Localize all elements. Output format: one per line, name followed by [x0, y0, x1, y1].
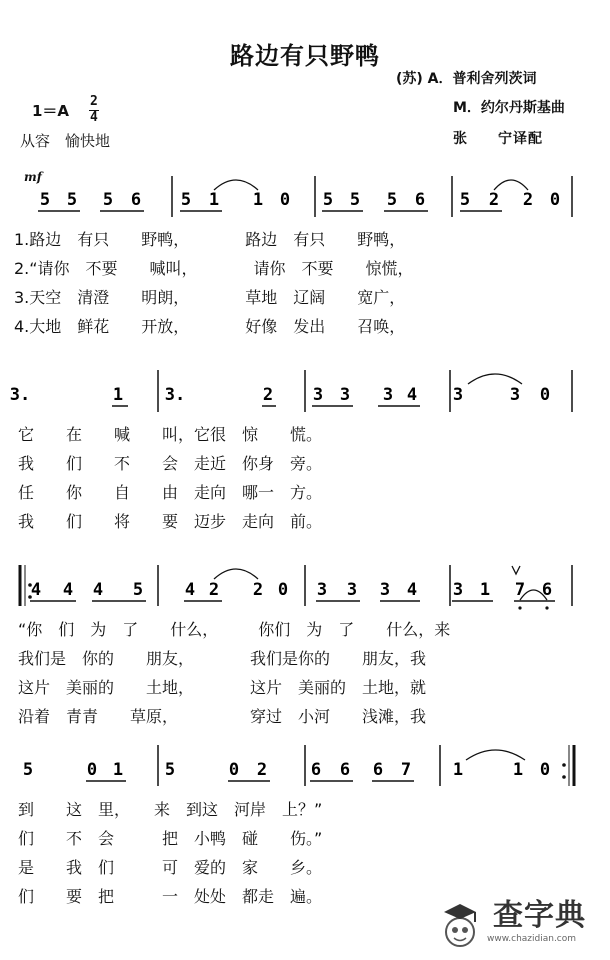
lyric-line: 到 这 里， 来 到这 河岸 上？” — [18, 800, 323, 819]
note: 5 — [386, 190, 398, 210]
slur — [468, 374, 522, 384]
key-signature: 1＝A — [32, 102, 70, 120]
lyric-line: 们 不 会 把 小鸭 碰 伤。” — [18, 829, 323, 848]
octave-dot — [545, 606, 548, 609]
note: 2 — [488, 190, 500, 210]
note: 3. — [9, 385, 31, 405]
time-signature-bottom: 4 — [90, 110, 98, 125]
note: 2 — [208, 580, 220, 600]
note: 2 — [252, 580, 264, 600]
slur — [214, 180, 258, 190]
lyric-line: 3.天空 清澄 明朗， 草地 辽阔 宽广， — [14, 288, 406, 307]
note: 4 — [406, 385, 418, 405]
note: 1 — [112, 385, 124, 405]
composer-credit: M．约尔丹斯基曲 — [453, 100, 565, 116]
note: 2 — [262, 385, 274, 405]
note: 1 — [208, 190, 220, 210]
lyric-line: 4.大地 鲜花 开放， 好像 发出 召唤， — [14, 317, 406, 336]
note: 0 — [549, 190, 561, 210]
note: 0 — [86, 760, 98, 780]
note: 5 — [322, 190, 334, 210]
note: 3 — [379, 580, 391, 600]
lyric-line: 沿着 青青 草原， 穿过 小河 浅滩，我 — [18, 707, 427, 726]
note: 0 — [277, 580, 289, 600]
watermark-title: 查字典 — [493, 898, 586, 933]
note: 1 — [252, 190, 264, 210]
translator-credit: 张 宁译配 — [453, 131, 543, 147]
note: 1 — [112, 760, 124, 780]
note: 3 — [339, 385, 351, 405]
page-title: 路边有只野鸭 — [230, 42, 380, 70]
tempo-marking: 从容 愉快地 — [20, 132, 111, 150]
note: 5 — [39, 190, 51, 210]
note: 2 — [256, 760, 268, 780]
note: 5 — [164, 760, 176, 780]
octave-dot — [518, 606, 521, 609]
note: 4 — [406, 580, 418, 600]
note: 6 — [414, 190, 426, 210]
note: 0 — [539, 760, 551, 780]
note: 3 — [312, 385, 324, 405]
lyric-line: 2.“请你 不要 喊叫， 请你 不要 惊慌， — [14, 259, 414, 278]
note: 7 — [514, 580, 526, 600]
note: 3 — [509, 385, 521, 405]
repeat-dot — [562, 775, 566, 779]
note: 0 — [228, 760, 240, 780]
lyric-line: 我 们 不 会 走近 你身 旁。 — [18, 454, 323, 473]
lyric-line: “你 们 为 了 什么， 你们 为 了 什么，来 — [18, 620, 451, 639]
note: 4 — [184, 580, 196, 600]
note: 5 — [459, 190, 471, 210]
lyric-line: 是 我 们 可 爱的 家 乡。 — [18, 858, 323, 877]
note: 5 — [102, 190, 114, 210]
note: 5 — [180, 190, 192, 210]
time-signature-top: 2 — [90, 94, 98, 109]
lyric-line: 我 们 将 要 迈步 走向 前。 — [18, 512, 323, 531]
lyric-line: 任 你 自 由 走向 哪一 方。 — [18, 483, 323, 502]
note: 5 — [22, 760, 34, 780]
note: 0 — [279, 190, 291, 210]
note: 3 — [346, 580, 358, 600]
note: 3 — [316, 580, 328, 600]
note: 6 — [310, 760, 322, 780]
breath-mark — [512, 566, 520, 574]
watermark-url: www.chazidian.com — [487, 934, 577, 944]
note: 1 — [452, 760, 464, 780]
lyric-line: 1.路边 有只 野鸭， 路边 有只 野鸭， — [14, 230, 406, 249]
note: 6 — [541, 580, 553, 600]
lyric-line: 这片 美丽的 土地， 这片 美丽的 土地，就 — [18, 678, 427, 697]
note: 3 — [452, 385, 464, 405]
note: 4 — [30, 580, 42, 600]
note: 6 — [339, 760, 351, 780]
note: 5 — [349, 190, 361, 210]
lyric-line: 我们是 你的 朋友， 我们是你的 朋友，我 — [18, 649, 427, 668]
dynamic-marking: mf — [24, 170, 42, 184]
note: 1 — [479, 580, 491, 600]
note: 6 — [372, 760, 384, 780]
note: 7 — [400, 760, 412, 780]
lyric-line: 它 在 喊 叫，它很 惊 慌。 — [18, 425, 323, 444]
note: 4 — [92, 580, 104, 600]
note: 3 — [382, 385, 394, 405]
repeat-dot — [562, 763, 566, 767]
lyric-line: 们 要 把 一 处处 都走 遍。 — [18, 887, 323, 906]
slur — [214, 569, 258, 579]
note: 3 — [452, 580, 464, 600]
slur — [466, 750, 525, 760]
note: 0 — [539, 385, 551, 405]
slur — [494, 180, 528, 190]
note: 5 — [66, 190, 78, 210]
lyricist-credit: (苏) A．普利舍列茨词 — [396, 71, 537, 87]
note: 4 — [62, 580, 74, 600]
note: 6 — [130, 190, 142, 210]
note: 3. — [164, 385, 186, 405]
note: 5 — [132, 580, 144, 600]
note: 1 — [512, 760, 524, 780]
note: 2 — [522, 190, 534, 210]
